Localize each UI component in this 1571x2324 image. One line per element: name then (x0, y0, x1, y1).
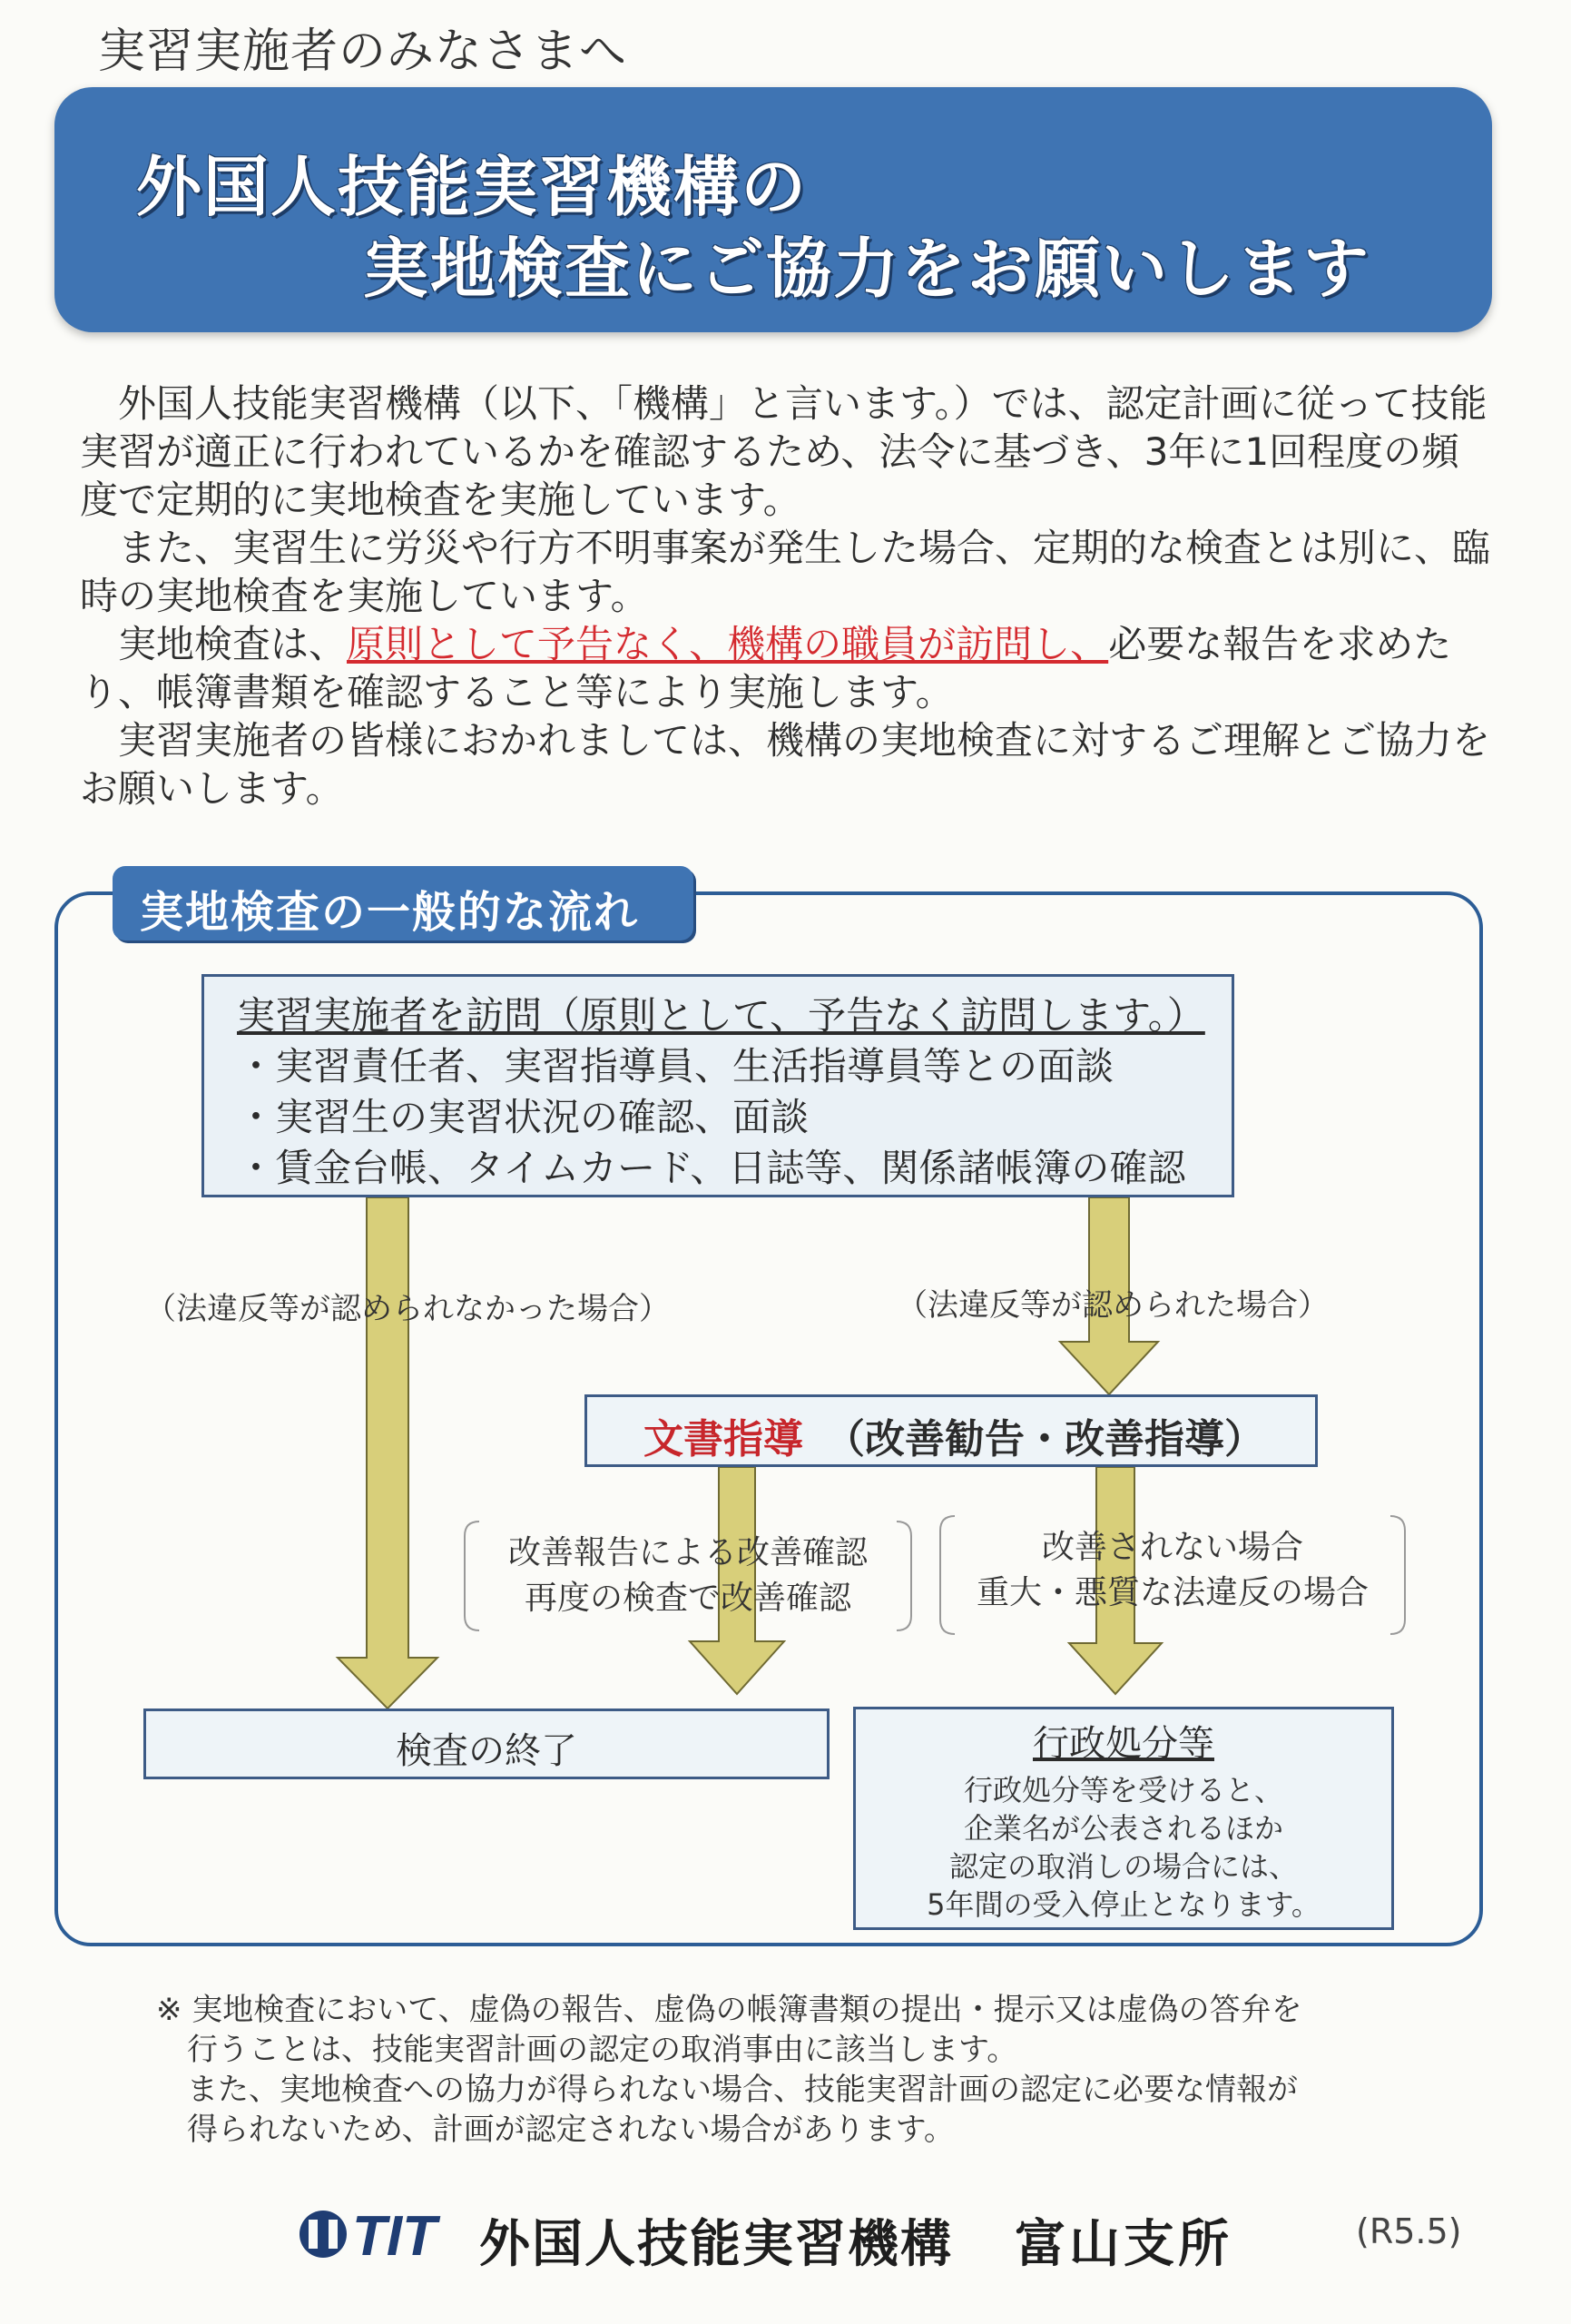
no-violation-note: （法違反等が認められなかった場合） (145, 1291, 670, 1327)
intro-p3-suffix: 必要な報告を求めたり、帳簿書類を確認すること等により実施します。 (80, 622, 1452, 714)
not-improved-condition (938, 1525, 1407, 1616)
not-improved-line-2: 重大・悪質な法違反の場合 (976, 1574, 1369, 1611)
not-improved-line-1: 改善されない場合 (1041, 1529, 1303, 1566)
violation-note: （法違反等が認められた場合） (897, 1287, 1329, 1324)
intro-paragraph-2: また、実習生に労災や行方不明事案が発生した場合、定期的な検査とは別に、臨時の実地検査を実施しています。 (80, 526, 1491, 618)
sanction-line-1: 行政処分等を受けると、 (963, 1773, 1283, 1807)
sanction-line-4: 5年間の受入停止となります。 (927, 1887, 1321, 1922)
sanction-line-3: 認定の取消しの場合には、 (948, 1849, 1298, 1884)
version-label: (R5.5) (1356, 2211, 1462, 2251)
inspection-end-label: 検査の終了 (396, 1730, 577, 1772)
visit-bullet-1: ・実習責任者、実習指導員、生活指導員等との面談 (237, 1044, 1114, 1088)
improved-condition (461, 1531, 915, 1621)
visit-bullet-3: ・賃金台帳、タイムカード、日誌等、関係諸帳簿の確認 (237, 1146, 1186, 1190)
sanction-box (853, 1707, 1394, 1930)
intro-paragraph-1: 外国人技能実習機構（以下、「機構」と言います。）では、認定計画に従って技能実習が適正に行われているかを確認するため、法令に基づき、3年に1回程度の頻度で定期的に実地検査を実施しています。 (80, 381, 1488, 522)
visit-title: 実習実施者を訪問（原則として、予告なく訪問します。） (237, 993, 1205, 1038)
svg-text:TIT: TIT (352, 2205, 437, 2266)
banner-title-line2: 実地検査にご協力をお願いします (363, 231, 1371, 307)
footnote-line-1: ※ 実地検査において、虚偽の報告、虚偽の帳簿書類の提出・提示又は虚偽の答弁を (156, 1992, 1302, 2028)
organization-name: 外国人技能実習機構 (479, 2215, 953, 2274)
footnote-line-4: 得られないため、計画が認定されない場合があります。 (187, 2112, 955, 2148)
inspection-end-box (143, 1709, 830, 1779)
otit-logo (296, 2202, 456, 2266)
footnote-line-3: また、実地検査への協力が得られない場合、技能実習計画の認定に必要な情報が (187, 2072, 1298, 2108)
sanction-line-2: 企業名が公表されるほか (963, 1811, 1283, 1846)
branch-name: 富山支所 (1015, 2215, 1232, 2274)
footnote (156, 1990, 1427, 2150)
visit-bullet-2: ・実習生の実習状況の確認、面談 (237, 1095, 810, 1139)
guidance-label-rest: （改善勧告・改善指導） (825, 1416, 1264, 1462)
intro-paragraph-4: 実習実施者の皆様におかれましては、機構の実地検査に対するご理解とご協力をお願いします。 (80, 718, 1491, 811)
greeting-heading: 実習実施者のみなさまへ (98, 25, 628, 79)
sanction-title: 行政処分等 (1033, 1723, 1214, 1765)
intro-p3-prefix: 実地検査は、 (118, 622, 348, 666)
banner-title-line1: 外国人技能実習機構の (136, 149, 809, 225)
footnote-line-2: 行うことは、技能実習計画の認定の取消事由に該当します。 (187, 2032, 1018, 2068)
improved-line-2: 再度の検査で改善確認 (524, 1580, 851, 1617)
guidance-label-red: 文書指導 (643, 1416, 803, 1462)
intro-highlight: 原則として予告なく、機構の職員が訪問し、 (347, 622, 1109, 666)
improved-line-1: 改善報告による改善確認 (507, 1534, 868, 1571)
flow-title: 実地検査の一般的な流れ (140, 887, 640, 938)
